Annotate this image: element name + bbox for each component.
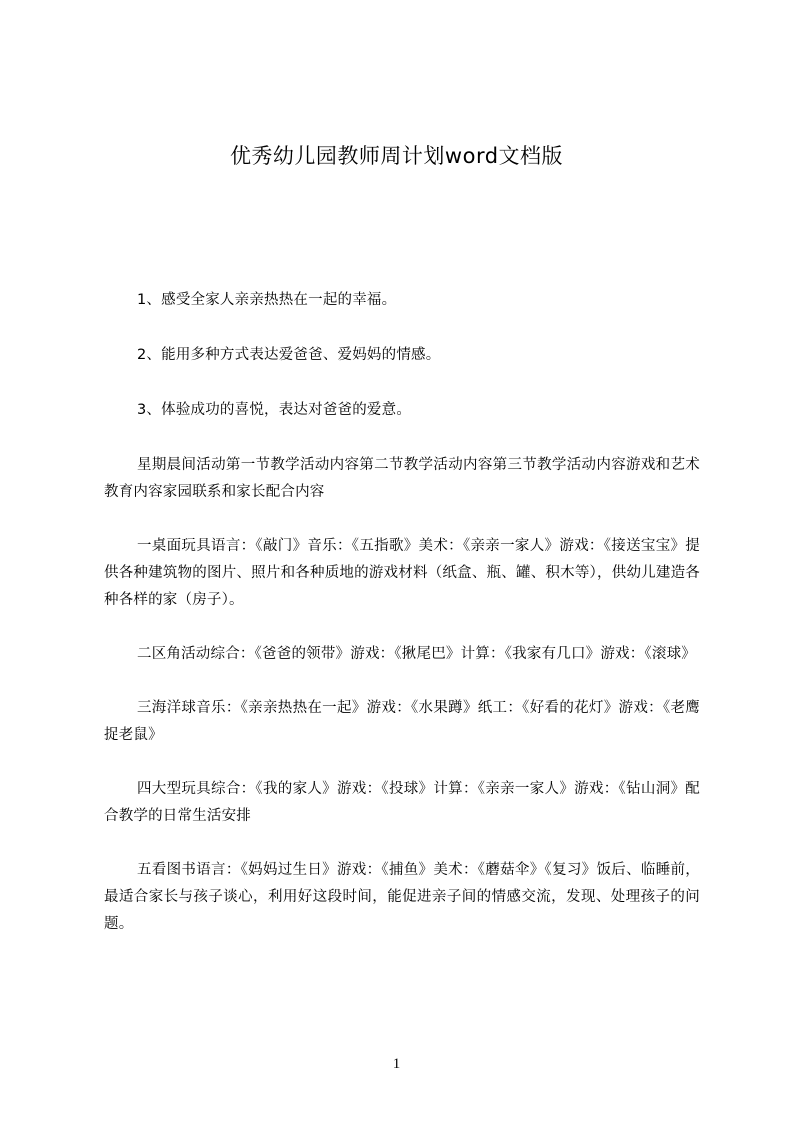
wednesday-plan-paragraph: 三海洋球音乐：《亲亲热热在一起》游戏：《水果蹲》纸工：《好看的花灯》游戏：《老鹰捉老鼠》 [104,700,700,743]
thursday-plan-paragraph: 四大型玩具综合：《我的家人》游戏：《投球》计算：《亲亲一家人》游戏：《钻山洞》配合教学的日常生活安排 [104,781,700,824]
page-number: 1 [392,1056,401,1072]
friday-plan-paragraph: 五看图书语言：《妈妈过生日》游戏：《捕鱼》美术：《蘑菇伞》《复习》饭后、临睡前，最适合家长与孩子谈心，利用好这段时间，能促进亲子间的情感交流，发现、处理孩子的问题。 [104,862,700,932]
monday-plan-paragraph: 一桌面玩具语言：《敲门》音乐：《五指歌》美术：《亲亲一家人》游戏：《接送宝宝》提供各种建筑物的图片、照片和各种质地的游戏材料（纸盒、瓶、罐、积木等），供幼儿建造各种各样的家（房子）。 [104,538,700,608]
objective-1: 1、感受全家人亲亲热热在一起的幸福。 [137,292,397,308]
schedule-header-paragraph: 星期晨间活动第一节教学活动内容第二节教学活动内容第三节教学活动内容游戏和艺术教育内容家园联系和家长配合内容 [104,457,700,500]
tuesday-plan-paragraph: 二区角活动综合：《爸爸的领带》游戏：《揪尾巴》计算：《我家有几口》游戏：《滚球》 [137,646,696,662]
document-title: 优秀幼儿园教师周计划word文档版 [229,144,564,168]
document-body [104,287,700,966]
objective-3: 3、体验成功的喜悦，表达对爸爸的爱意。 [137,402,412,418]
objective-2: 2、能用多种方式表达爱爸爸、爱妈妈的情感。 [137,347,441,363]
